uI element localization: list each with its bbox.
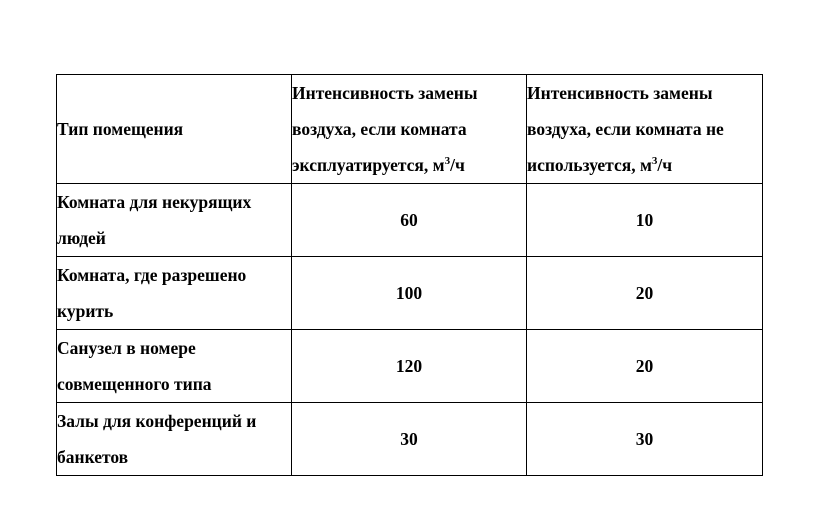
header-occupied-suffix: /ч xyxy=(450,155,465,175)
table-row xyxy=(57,184,763,257)
occupied-value: 60 xyxy=(292,184,527,257)
table-row xyxy=(57,257,763,330)
room-cell: Залы для конференций и банкетов xyxy=(57,403,292,476)
room-cell: Санузел в номере совмещенного типа xyxy=(57,330,292,403)
header-unoccupied xyxy=(527,75,763,184)
header-room-type xyxy=(57,75,292,184)
room-cell: Комната, где разрешено курить xyxy=(57,257,292,330)
header-occupied-text xyxy=(292,83,478,175)
unoccupied-value: 20 xyxy=(527,257,763,330)
header-occupied xyxy=(292,75,527,184)
header-room-type-text: Тип помещения xyxy=(57,119,184,139)
ventilation-table xyxy=(56,74,763,476)
header-occupied-label: Интенсивность замены воздуха, если комната эксплуатируется, м xyxy=(292,83,478,175)
table-row xyxy=(57,330,763,403)
header-unoccupied-exponent: 3 xyxy=(651,155,658,168)
occupied-value: 30 xyxy=(292,403,527,476)
room-cell: Комната для некурящих людей xyxy=(57,184,292,257)
occupied-value: 120 xyxy=(292,330,527,403)
occupied-value: 100 xyxy=(292,257,527,330)
header-unoccupied-suffix: /ч xyxy=(657,155,673,175)
unoccupied-value: 20 xyxy=(527,330,763,403)
header-unoccupied-text xyxy=(527,83,724,175)
unoccupied-value: 10 xyxy=(527,184,763,257)
table-row xyxy=(57,403,763,476)
table-header-row xyxy=(57,75,763,184)
header-occupied-exponent: 3 xyxy=(444,155,451,168)
header-unoccupied-label: Интенсивность замены воздуха, если комната не используется, м xyxy=(527,83,724,175)
unoccupied-value: 30 xyxy=(527,403,763,476)
